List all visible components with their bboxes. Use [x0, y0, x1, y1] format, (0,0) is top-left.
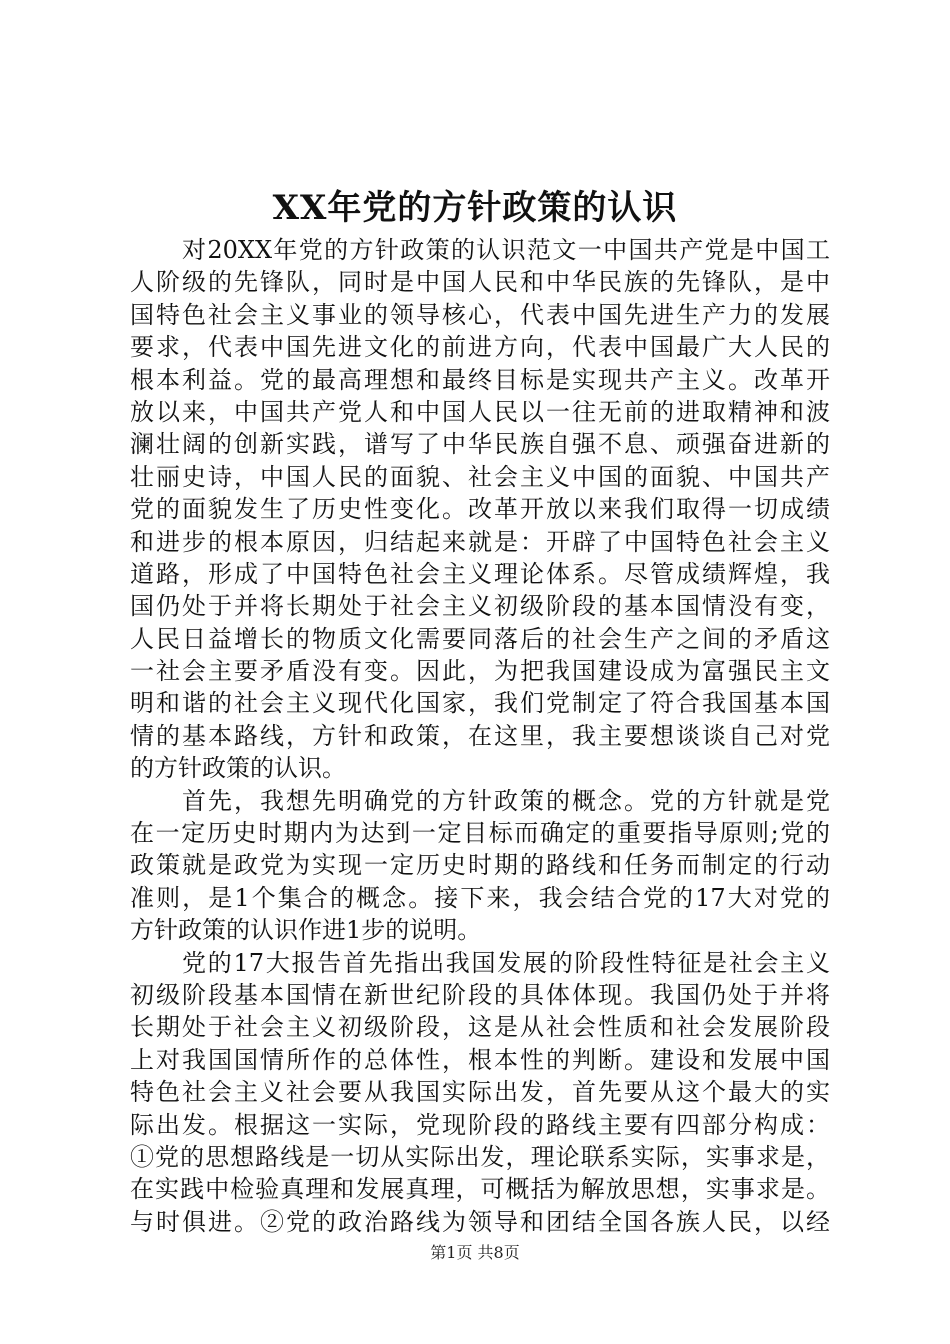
text-line: 根本利益。党的最高理想和最终目标是实现共产主义。改革开: [130, 365, 830, 394]
text-line: 和进步的根本原因，归结起来就是：开辟了中国特色社会主义: [130, 527, 830, 556]
text-line: ①党的思想路线是一切从实际出发，理论联系实际，实事求是，: [130, 1142, 830, 1171]
text-line: 长期处于社会主义初级阶段，这是从社会性质和社会发展阶段: [130, 1013, 830, 1042]
page-footer: 第1页 共8页: [430, 1243, 520, 1262]
document-title: XX年党的方针政策的认识: [272, 188, 678, 228]
document-body: [130, 234, 830, 1238]
text-line: 在实践中检验真理和发展真理，可概括为解放思想，实事求是。: [130, 1175, 830, 1204]
text-line: 人阶级的先锋队，同时是中国人民和中华民族的先锋队，是中: [130, 268, 830, 297]
text-line: 对20XX年党的方针政策的认识范文一中国共产党是中国工: [182, 236, 830, 264]
text-line: 特色社会主义社会要从我国实际出发，首先要从这个最大的实: [130, 1078, 830, 1107]
text-line: 际出发。根据这一实际，党现阶段的路线主要有四部分构成：: [130, 1110, 830, 1139]
text-line: 要求，代表中国先进文化的前进方向，代表中国最广大人民的: [130, 333, 830, 362]
text-line: 国特色社会主义事业的领导核心，代表中国先进生产力的发展: [130, 300, 830, 329]
text-line: 在一定历史时期内为达到一定目标而确定的重要指导原则;党的: [130, 819, 830, 848]
text-line: 澜壮阔的创新实践，谱写了中华民族自强不息、顽强奋进新的: [130, 430, 830, 459]
text-line: 放以来，中国共产党人和中国人民以一往无前的进取精神和波: [130, 397, 830, 426]
text-line: 党的17大报告首先指出我国发展的阶段性特征是社会主义: [182, 948, 830, 977]
text-line: 准则，是1个集合的概念。接下来，我会结合党的17大对党的: [130, 883, 830, 912]
text-line: 国仍处于并将长期处于社会主义初级阶段的基本国情没有变，: [130, 592, 830, 621]
text-line: 上对我国国情所作的总体性，根本性的判断。建设和发展中国: [130, 1045, 830, 1074]
text-line: 情的基本路线，方针和政策，在这里，我主要想谈谈自己对党: [130, 721, 830, 750]
text-line: 壮丽史诗，中国人民的面貌、社会主义中国的面貌、中国共产: [130, 462, 830, 491]
text-line: 一社会主要矛盾没有变。因此，为把我国建设成为富强民主文: [130, 657, 830, 686]
text-line: 人民日益增长的物质文化需要同落后的社会生产之间的矛盾这: [130, 624, 830, 653]
text-line: 初级阶段基本国情在新世纪阶段的具体体现。我国仍处于并将: [130, 980, 830, 1009]
text-line: 与时俱进。②党的政治路线为领导和团结全国各族人民，以经: [130, 1207, 830, 1236]
text-line: 党的面貌发生了历史性变化。改革开放以来我们取得一切成绩: [130, 495, 830, 524]
text-line: 方针政策的认识作进1步的说明。: [130, 916, 482, 945]
text-line: 明和谐的社会主义现代化国家，我们党制定了符合我国基本国: [130, 689, 830, 718]
text-line: 道路，形成了中国特色社会主义理论体系。尽管成绩辉煌，我: [130, 559, 830, 588]
text-line: 的方针政策的认识。: [130, 754, 346, 783]
text-line: 首先，我想先明确党的方针政策的概念。党的方针就是党: [182, 786, 830, 815]
text-line: 政策就是政党为实现一定历史时期的路线和任务而制定的行动: [130, 851, 830, 880]
